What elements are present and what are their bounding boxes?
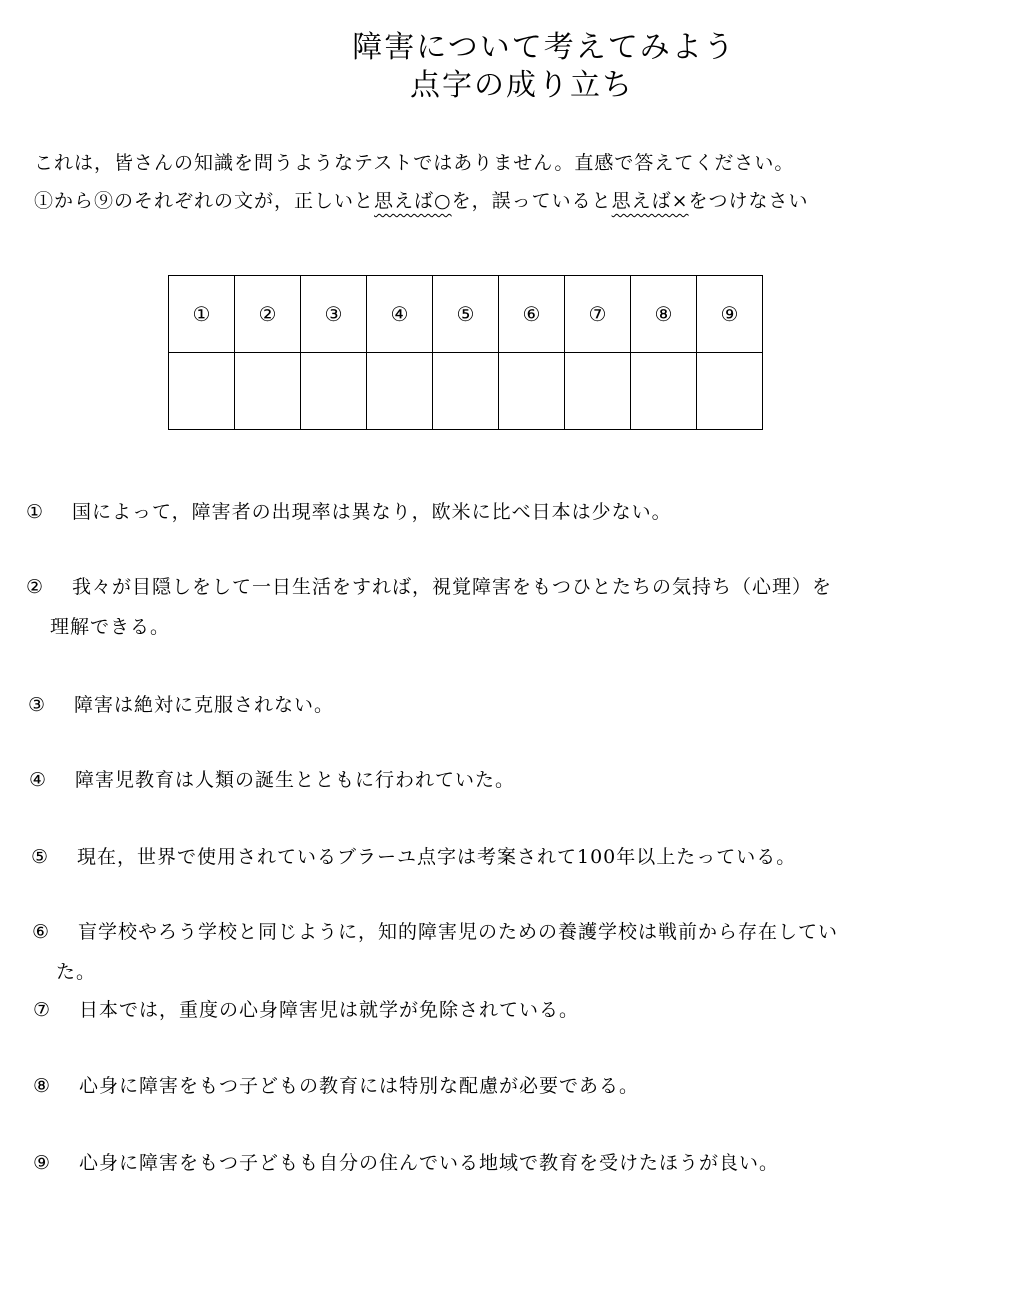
question-text: 盲学校やろう学校と同じように，知的障害児のための養護学校は戦前から存在してい xyxy=(78,921,839,943)
question-number: ⑧ xyxy=(33,1075,52,1097)
question-text-continued: 理解できる。 xyxy=(50,616,171,638)
answer-header-2: ② xyxy=(235,276,301,353)
question-number: ① xyxy=(26,501,45,523)
question-text-continued: た。 xyxy=(56,961,97,983)
question-text: 心身に障害をもつ子どもの教育には特別な配慮が必要である。 xyxy=(79,1075,640,1097)
answer-table-header-row xyxy=(169,276,763,353)
question-item-7 xyxy=(33,995,579,1022)
question-item-1 xyxy=(26,497,672,524)
question-text: 現在，世界で使用されているブラーユ点字は考案されて100年以上たっている。 xyxy=(77,846,797,868)
question-text: 国によって，障害者の出現率は異なり，欧米に比べ日本は少ない。 xyxy=(72,501,672,523)
instructions-text: ①から⑨のそれぞれの文が，正しいと xyxy=(34,190,375,212)
answer-cell-3[interactable] xyxy=(301,353,367,430)
question-text: 障害児教育は人類の誕生とともに行われていた。 xyxy=(75,769,516,791)
question-item-4 xyxy=(29,765,515,792)
question-item-8 xyxy=(33,1071,639,1098)
question-number: ⑥ xyxy=(32,921,51,943)
answer-table-answer-row xyxy=(169,353,763,430)
answer-header-6: ⑥ xyxy=(499,276,565,353)
answer-cell-8[interactable] xyxy=(631,353,697,430)
instructions-text: をつけなさい xyxy=(688,190,809,212)
question-item-6 xyxy=(32,917,839,983)
answer-cell-1[interactable] xyxy=(169,353,235,430)
answer-header-8: ⑧ xyxy=(631,276,697,353)
wavy-underline-circle: 思えば○ xyxy=(374,190,452,212)
question-item-3 xyxy=(28,690,334,717)
answer-header-3: ③ xyxy=(301,276,367,353)
question-text: 我々が目隠しをして一日生活をすれば，視覚障害をもつひとたちの気持ち（心理）を xyxy=(72,576,833,598)
question-item-5 xyxy=(31,842,796,869)
answer-cell-4[interactable] xyxy=(367,353,433,430)
question-number: ⑦ xyxy=(33,999,52,1021)
question-text: 日本では，重度の心身障害児は就学が免除されている。 xyxy=(79,999,580,1021)
answer-cell-6[interactable] xyxy=(499,353,565,430)
page-title: 障害について考えてみよう xyxy=(352,30,736,65)
wavy-underline-cross: 思えば× xyxy=(611,190,689,212)
answer-header-9: ⑨ xyxy=(697,276,763,353)
answer-cell-2[interactable] xyxy=(235,353,301,430)
question-item-9 xyxy=(33,1148,779,1175)
instructions-line-1: これは，皆さんの知識を問うようなテストではありません。直感で答えてください。 xyxy=(34,152,795,174)
instructions-text: を，誤っていると xyxy=(451,190,612,212)
question-text: 障害は絶対に克服されない。 xyxy=(74,694,335,716)
answer-table xyxy=(168,275,763,430)
question-number: ⑨ xyxy=(33,1152,52,1174)
answer-header-1: ① xyxy=(169,276,235,353)
answer-header-4: ④ xyxy=(367,276,433,353)
answer-cell-7[interactable] xyxy=(565,353,631,430)
question-item-2 xyxy=(26,572,833,638)
answer-cell-5[interactable] xyxy=(433,353,499,430)
question-number: ④ xyxy=(29,769,48,791)
answer-cell-9[interactable] xyxy=(697,353,763,430)
instructions-line-2 xyxy=(34,186,809,213)
question-number: ⑤ xyxy=(31,846,50,868)
answer-header-7: ⑦ xyxy=(565,276,631,353)
page-subtitle: 点字の成り立ち xyxy=(410,68,634,103)
answer-header-5: ⑤ xyxy=(433,276,499,353)
question-number: ② xyxy=(26,576,45,598)
question-text: 心身に障害をもつ子どもも自分の住んでいる地域で教育を受けたほうが良い。 xyxy=(79,1152,780,1174)
question-number: ③ xyxy=(28,694,47,716)
